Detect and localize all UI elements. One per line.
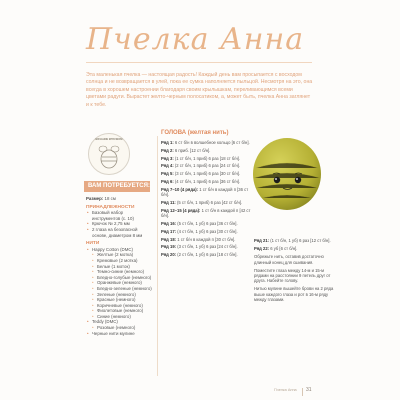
bee-badge (88, 133, 130, 175)
thread-item: • Зеленые (немного) (92, 292, 152, 298)
row-text: 6 уб [6 ст б/н]. (270, 245, 298, 251)
row-text: (1 ст б/н, 1 приб) 6 раз [18 ст б/н]. (174, 155, 241, 161)
row-label: Ряд 16: (161, 220, 177, 226)
row-label: Ряд 2: (161, 147, 174, 153)
instruction-row (161, 156, 251, 161)
size-label: Размер: (86, 196, 104, 201)
page-title: Пчелка Анна (86, 22, 305, 57)
accessories-list (86, 210, 152, 238)
row-text: (2 ст б/н, 1 уб) 6 раз [18 ст б/н]. (177, 252, 238, 258)
thread-item: • Белые (1 моток) (92, 264, 152, 270)
instruction-row (161, 171, 251, 176)
row-label: Ряд 20: (161, 252, 177, 258)
size-line (86, 196, 152, 202)
row-text: 6 ст б/н в волшебное кольцо [6 ст б/н]. (174, 140, 250, 145)
row-text: (3 ст б/н, 1 уб) 6 раз [24 ст б/н]. (177, 244, 238, 250)
instruction-row (254, 246, 334, 251)
needs-header (84, 181, 150, 192)
row-label: Ряд 7–10 (4 ряда): (161, 186, 199, 192)
title-underline (86, 62, 312, 63)
row-label: Ряд 11: (161, 199, 176, 205)
instruction-row (161, 208, 251, 219)
instruction-row (161, 229, 251, 234)
thread-item: • Фиолетовые (немного) (92, 308, 152, 314)
row-text: 1 ст б/н в каждой п [42 ст б/н]. (161, 207, 251, 219)
row-text: 6 приб. [12 ст б/н]. (174, 147, 211, 153)
row-label: Ряд 21: (254, 238, 270, 243)
note-paragraph: Обрежьте нить, оставив достаточно длинный конец для сшивания. (254, 254, 324, 265)
thread-item: • Черные нити мулине (92, 331, 152, 337)
bee-sketch-icon (97, 144, 121, 170)
row-label: Ряд 17: (161, 228, 177, 234)
page-number: 31 (306, 387, 312, 393)
instruction-row (161, 221, 251, 226)
thread-item: • Темно-синие (немного) (92, 269, 152, 275)
row-text: (1 ст б/н, 1 уб) 6 раз [12 ст б/н]. (270, 238, 331, 243)
thread-item: • Бледно-голубые (немного) (92, 275, 152, 281)
thread-item: • Бледно-зеленые (немного) (92, 286, 152, 292)
row-text: (5 ст б/н, 1 уб) 6 раз [36 ст б/н]. (177, 220, 238, 226)
row-label: Ряд 1: (161, 140, 174, 145)
row-text: (5 ст б/н, 1 приб) 6 раз [42 ст б/н]. (177, 199, 243, 205)
thread-item: • Розовые (немного) (92, 325, 152, 331)
footer-divider (302, 388, 303, 396)
instruction-row (161, 140, 251, 145)
thread-item: • Желтые (2 мотка) (92, 252, 152, 258)
row-label: Ряд 19: (161, 244, 177, 250)
instruction-row (161, 179, 251, 184)
row-text: (3 ст б/н, 1 приб) 6 раз [30 ст б/н]. (174, 171, 241, 177)
instruction-rows-right (254, 238, 334, 251)
row-label: Ряд 12–15 (4 ряда): (161, 207, 201, 213)
footer-label: Пчелка Анна (274, 388, 297, 392)
instruction-row (161, 187, 251, 198)
row-text: (2 ст б/н, 1 приб) 6 раз [24 ст б/н]. (174, 163, 241, 169)
finishing-notes (254, 254, 334, 302)
row-label: Ряд 18: (161, 236, 177, 242)
row-label: Ряд 6: (161, 178, 174, 184)
instruction-row (161, 148, 251, 153)
threads-list (86, 247, 152, 337)
accessory-item: • 2 глаза на безопасной основе, диаметром 8 мм (92, 227, 152, 238)
bee-head-photo (248, 128, 326, 224)
row-text: 1 ст б/н в каждой п [30 ст б/н]. (177, 236, 236, 242)
accessory-item: • Крючок № 2,75 мм (92, 221, 152, 227)
row-label: Ряд 5: (161, 171, 174, 177)
instruction-rows (161, 140, 251, 260)
column-divider (157, 136, 158, 376)
needs-title: ВАМ ПОТРЕБУЕТСЯ: (88, 183, 150, 189)
row-label: Ряд 3: (161, 155, 174, 161)
materials-column (86, 196, 152, 336)
instruction-row (161, 252, 251, 257)
instruction-row (161, 163, 251, 168)
row-text: (4 ст б/н, 1 уб) 6 раз [30 ст б/н]. (177, 228, 238, 234)
note-paragraph: Поместите глаза между 14-м и 15-м рядами на расстоянии 9 петель друг от друга. Набейте голову. (254, 267, 331, 284)
thread-item: • Синие (немного) (92, 314, 152, 320)
row-text: (4 ст б/н, 1 приб) 6 раз [36 ст б/н]. (174, 178, 241, 184)
instruction-row (161, 237, 251, 242)
thread-item: • Коричневые (немного) (92, 303, 152, 309)
row-text: 1 ст б/н в каждой п [36 ст б/н]. (161, 186, 249, 198)
note-paragraph: Нитью мулине вышейте брови на 2 ряда выше каждого глаза и рот в 16-м ряду между глазами. (254, 286, 334, 303)
continued-instructions (254, 238, 334, 305)
instruction-row (161, 244, 251, 249)
intro-paragraph: Эта маленькая пчелка — настоящая радость! Каждый день вам просыпается с восходом солнца и не возвращается в улей, пока ее сумка наполняется пыльцой. Несмотря на это, она всегда в хорошем настроении благодаря своим крылышкам, переливающимся всеми цветами радуги. Вырастет желто-черным полосатиком, а, может быть, пчелка Анна заглянет и к тебе. (86, 72, 313, 108)
instruction-row (161, 200, 251, 205)
accessory-item: • Базовый набор инструментов (с. 10) (92, 210, 152, 221)
thread-item: • Teddy (DMC) (92, 319, 152, 325)
row-label: Ряд 22: (254, 245, 270, 251)
thread-item: • Оранжевые (немного) (92, 280, 152, 286)
thread-item: • Красные (немного) (92, 297, 152, 303)
row-label: Ряд 4: (161, 163, 174, 169)
badge-label: ВЯЗАНИЕ КРЮЧКОМ (95, 138, 123, 141)
accessories-heading: ПРИНАДЛЕЖНОСТИ (86, 204, 135, 210)
thread-item: • Кремовые (2 мотка) (92, 258, 152, 264)
size-value: 18 см (104, 196, 116, 201)
instruction-row (254, 238, 334, 243)
threads-heading: НИТИ (86, 241, 100, 247)
section-heading: ГОЛОВА (желтая нить) (161, 130, 229, 136)
thread-item: • Happy Cotton (DMC) (92, 247, 152, 253)
